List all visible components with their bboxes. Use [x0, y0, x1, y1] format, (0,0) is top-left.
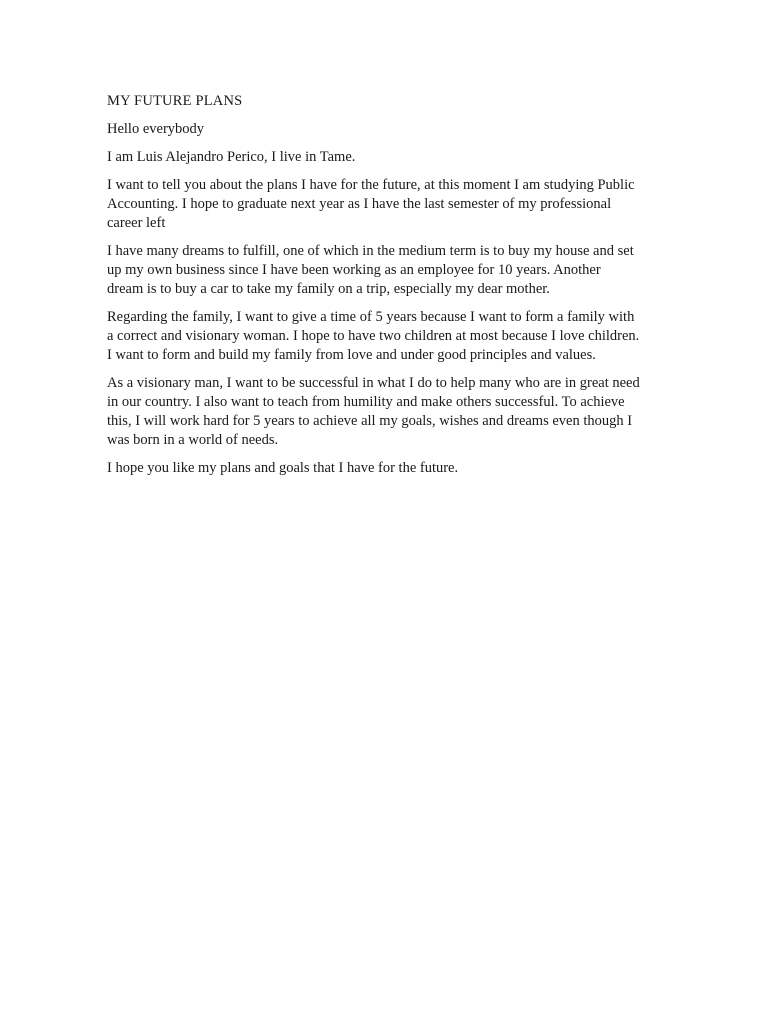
paragraph-line: Hello everybody — [107, 121, 205, 137]
paragraph-greeting — [107, 120, 707, 139]
paragraph-line: I have many dreams to fulfill, one of which in the medium term is to buy my house and set — [107, 243, 634, 259]
paragraph-line: Accounting. I hope to graduate next year as I have the last semester of my professional — [107, 196, 612, 212]
document-page — [107, 92, 707, 487]
paragraph-line: I want to tell you about the plans I have for the future, at this moment I am studying Public — [107, 177, 635, 193]
paragraph-dreams — [107, 242, 707, 299]
paragraph-line: this, I will work hard for 5 years to achieve all my goals, wishes and dreams even though I — [107, 413, 633, 429]
paragraph-line: was born in a world of needs. — [107, 432, 279, 448]
paragraph-line: As a visionary man, I want to be successful in what I do to help many who are in great need — [107, 375, 640, 391]
paragraph-line: dream is to buy a car to take my family on a trip, especially my dear mother. — [107, 281, 550, 297]
paragraph-line: I am Luis Alejandro Perico, I live in Tame. — [107, 149, 356, 165]
paragraph-vision — [107, 374, 707, 450]
paragraph-family — [107, 308, 707, 365]
paragraph-line: I want to form and build my family from love and under good principles and values. — [107, 347, 596, 363]
paragraph-line: Regarding the family, I want to give a time of 5 years because I want to form a family with — [107, 309, 635, 325]
paragraph-studies — [107, 176, 707, 233]
paragraph-closing — [107, 459, 707, 478]
paragraph-line: career left — [107, 215, 166, 231]
paragraph-line: in our country. I also want to teach from humility and make others successful. To achieve — [107, 394, 625, 410]
document-title: MY FUTURE PLANS — [107, 93, 243, 109]
paragraph-introduction — [107, 148, 707, 167]
paragraph-line: I hope you like my plans and goals that I have for the future. — [107, 460, 459, 476]
paragraph-line: a correct and visionary woman. I hope to have two children at most because I love children. — [107, 328, 640, 344]
paragraph-line: up my own business since I have been working as an employee for 10 years. Another — [107, 262, 601, 278]
